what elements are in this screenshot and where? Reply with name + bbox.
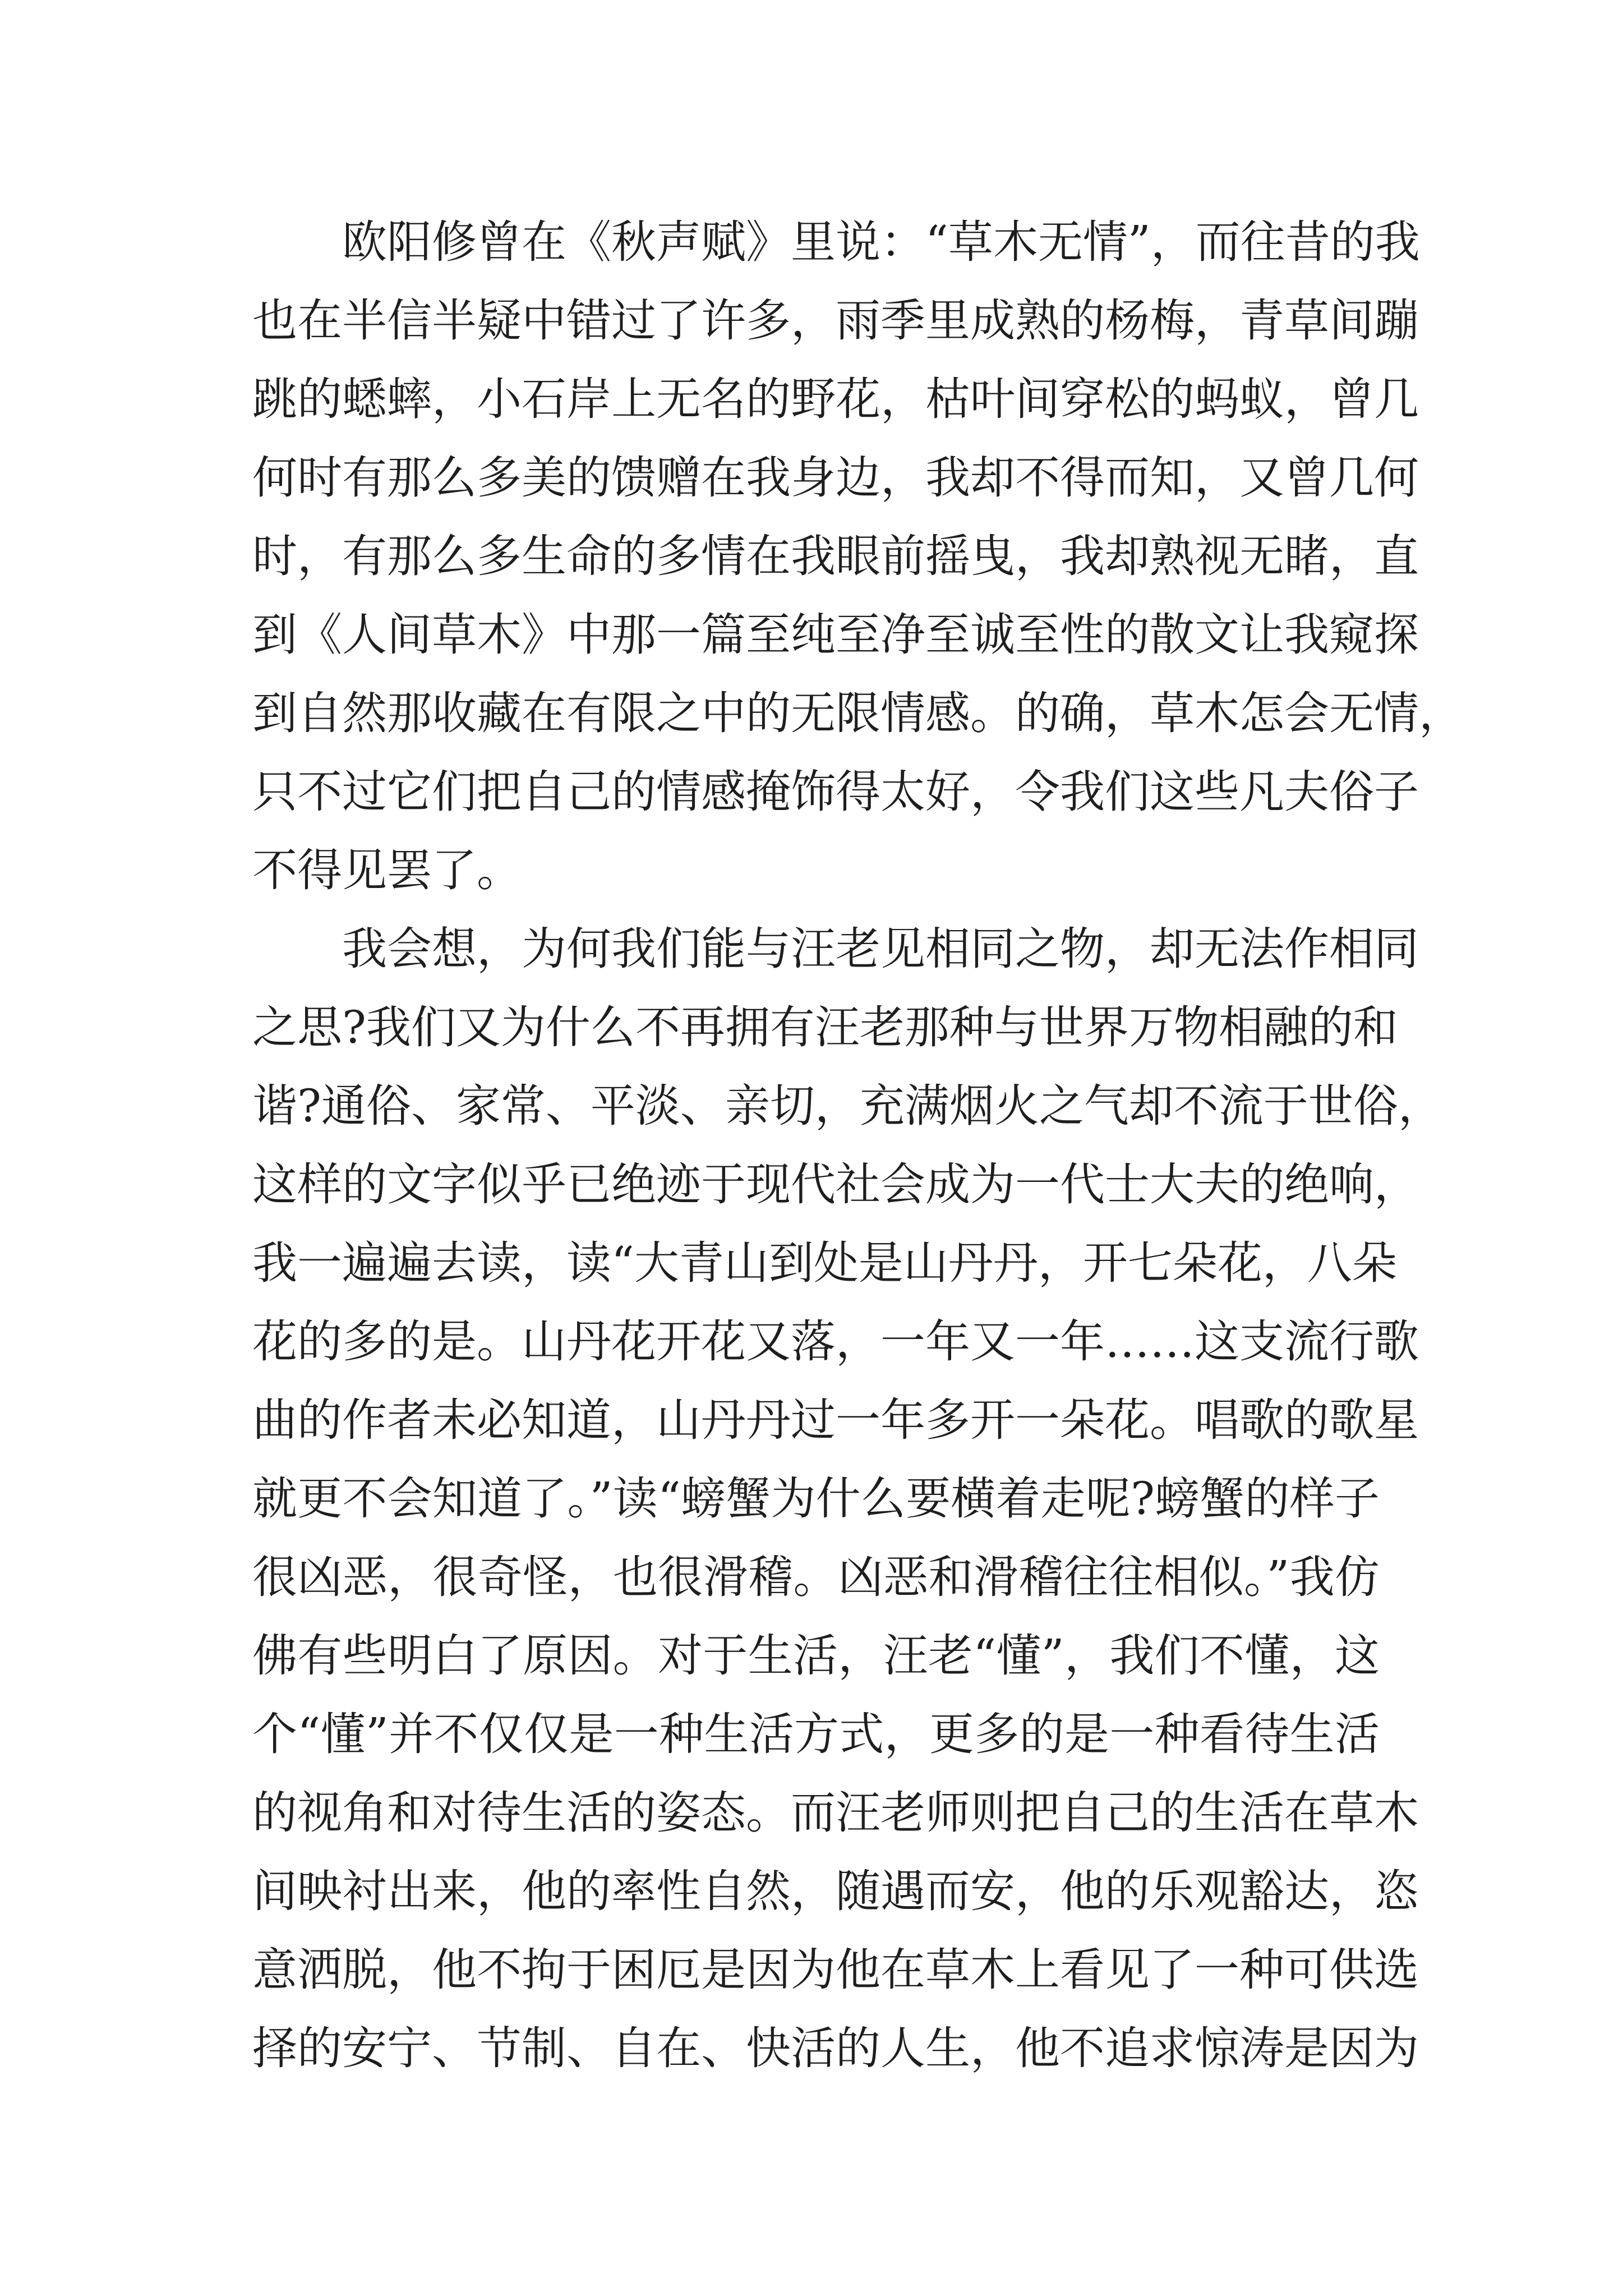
text-line: 这样的文字似乎已绝迹于现代社会成为一代士大夫的绝响，: [252, 1158, 1419, 1211]
text-line: 也在半信半疑中错过了许多，雨季里成熟的杨梅，青草间蹦: [252, 295, 1419, 347]
text-line: 到自然那收藏在有限之中的无限情感。的确，草木怎会无情，: [252, 687, 1464, 739]
text-line: 佛有些明白了原因。对于生活，汪老“懂”，我们不懂，这: [252, 1630, 1380, 1682]
text-line: 不得见罢了。: [252, 844, 522, 896]
text-line: 很凶恶，很奇怪，也很滑稽。凶恶和滑稽往往相似。”我仿: [252, 1551, 1380, 1603]
text-line: 我会想，为何我们能与汪老见相同之物，却无法作相同: [342, 923, 1419, 975]
paragraph-1: [252, 203, 1464, 910]
text-line: 我一遍遍去读，读“大青山到处是山丹丹，开七朵花，八朵: [252, 1237, 1397, 1289]
text-line: 曲的作者未必知道，山丹丹过一年多开一朵花。唱歌的歌星: [252, 1394, 1419, 1446]
text-line: 何时有那么多美的馈赠在我身边，我却不得而知，又曾几何: [252, 452, 1419, 504]
text-line: 的视角和对待生活的姿态。而汪老师则把自己的生活在草木: [252, 1787, 1419, 1839]
text-line: 跳的蟋蟀，小石岸上无名的野花，枯叶间穿松的蚂蚁，曾几: [252, 373, 1419, 425]
text-line: 谐?通俗、家常、平淡、亲切，充满烟火之气却不流于世俗，: [252, 1080, 1443, 1132]
text-line: 欧阳修曾在《秋声赋》里说：“草木无情”，而往昔的我: [342, 216, 1420, 268]
paragraph-2: [252, 910, 1443, 2088]
text-line: 之思?我们又为什么不再拥有汪老那种与世界万物相融的和: [252, 1001, 1398, 1053]
text-line: 个“懂”并不仅仅是一种生活方式，更多的是一种看待生活: [252, 1708, 1380, 1760]
text-line: 择的安宁、节制、自在、快活的人生，他不追求惊涛是因为: [252, 2022, 1419, 2074]
document-body: [252, 203, 1464, 2088]
text-line: 间映衬出来，他的率性自然，随遇而安，他的乐观豁达，恣: [252, 1865, 1419, 1917]
text-line: 只不过它们把自己的情感掩饰得太好，令我们这些凡夫俗子: [252, 766, 1419, 818]
text-line: 时，有那么多生命的多情在我眼前摇曳，我却熟视无睹，直: [252, 530, 1419, 582]
text-line: 花的多的是。山丹花开花又落，一年又一年……这支流行歌: [252, 1315, 1419, 1368]
text-line: 就更不会知道了。”读“螃蟹为什么要横着走呢?螃蟹的样子: [252, 1473, 1380, 1525]
text-line: 意洒脱，他不拘于困厄是因为他在草木上看见了一种可供选: [252, 1944, 1419, 1996]
text-line: 到《人间草木》中那一篇至纯至净至诚至性的散文让我窥探: [252, 609, 1419, 661]
